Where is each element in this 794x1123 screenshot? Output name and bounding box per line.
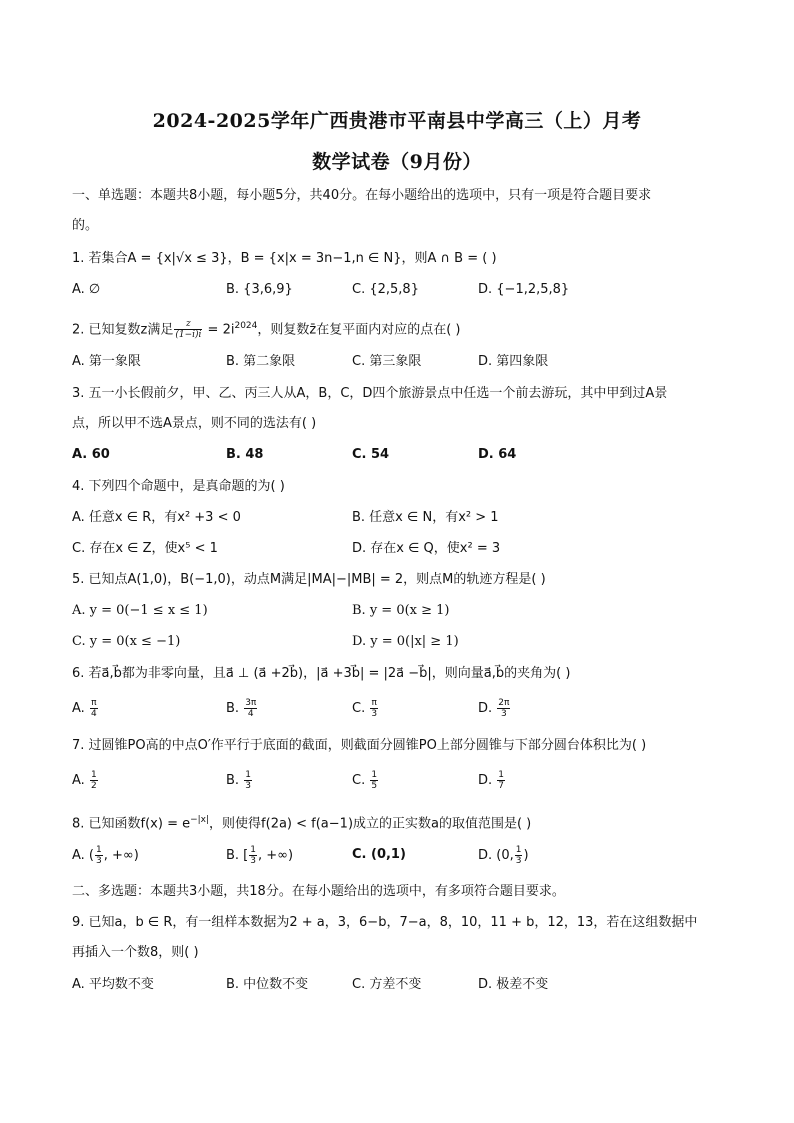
exam-subtitle: 数学试卷（9月份） bbox=[312, 151, 482, 173]
question-6-option-a: A. $\frac{\pi}{4}$ bbox=[72, 698, 97, 719]
question-8-option-d: D. (0, $\frac{1}{3}$ ) bbox=[478, 845, 529, 866]
question-8-stem: 8. 已知函数$f(x) = e^{-|x|}$，则使得f(2a) < f(a−1)成立的正实数a的取值范围是( ) bbox=[72, 815, 532, 832]
question-5-option-a: A. y = 0(−1 ≤ x ≤ 1) bbox=[72, 603, 208, 618]
question-2-exponent: 2024 bbox=[234, 321, 258, 331]
question-2-stem bbox=[72, 316, 722, 340]
question-7-option-b: B. $\frac{1}{3}$ bbox=[226, 770, 251, 791]
exam-title: 2024-2025学年广西贵港市平南县中学高三（上）月考 bbox=[152, 110, 642, 132]
question-6-option-c: C. $\frac{\pi}{3}$ bbox=[352, 698, 378, 719]
question-5-option-b: B. y = 0(x ≥ 1) bbox=[352, 603, 450, 618]
question-9-option-c: C. 方差不变 bbox=[352, 977, 422, 992]
section2-heading: 二、多选题：本题共3小题，共18分。在每小题给出的选项中，有多项符合题目要求。 bbox=[72, 884, 565, 899]
question-2-option-d: D. 第四象限 bbox=[478, 354, 549, 369]
question-7-option-a: A. $\frac{1}{2}$ bbox=[72, 770, 97, 791]
question-9-option-a: A. 平均数不变 bbox=[72, 977, 154, 992]
question-1-option-a: A. ∅ bbox=[72, 282, 101, 297]
question-7-option-d: D. $\frac{1}{7}$ bbox=[478, 770, 505, 791]
question-3-option-b: B. 48 bbox=[226, 447, 264, 462]
question-6-option-d: D. $\frac{2\pi}{3}$ bbox=[478, 698, 510, 719]
question-8-exponent: −|x| bbox=[190, 815, 210, 825]
question-4-option-a: A. 任意x ∈ R，有x² +3 < 0 bbox=[72, 510, 241, 525]
question-1-option-c: C. {2,5,8} bbox=[352, 282, 419, 297]
question-4-option-c: C. 存在x ∈ Z，使x⁵ < 1 bbox=[72, 541, 218, 556]
question-1-stem: 1. 若集合A = {x|√x ≤ 3}，B = {x|x = 3n−1,n ∈ N}，则A ∩ B = ( ) bbox=[72, 251, 497, 266]
question-6-option-b: B. $\frac{3\pi}{4}$ bbox=[226, 698, 257, 719]
question-3-option-d: D. 64 bbox=[478, 447, 517, 462]
question-2-stem-pre: 2. 已知复数z满足 bbox=[72, 322, 174, 338]
question-2-stem-mid: = 2i bbox=[203, 322, 235, 338]
question-2-option-c: C. 第三象限 bbox=[352, 354, 422, 369]
question-9-option-b: B. 中位数不变 bbox=[226, 977, 309, 992]
question-1-option-d: D. {−1,2,5,8} bbox=[478, 282, 570, 297]
question-8-option-c: C. (0,1) bbox=[352, 847, 406, 862]
question-9-option-d: D. 极差不变 bbox=[478, 977, 549, 992]
question-2-option-a: A. 第一象限 bbox=[72, 354, 141, 369]
question-2-stem-post: ，则复数z̄在复平面内对应的点在( ) bbox=[257, 322, 461, 338]
question-3-option-c: C. 54 bbox=[352, 447, 390, 462]
question-9-stem: 9. 已知a，b ∈ R，有一组样本数据为2 + a，3，6−b，7−a，8，10，11 + b，12，13，若在这组数据中 bbox=[72, 915, 698, 930]
question-4-option-b: B. 任意x ∈ N，有x² > 1 bbox=[352, 510, 499, 525]
question-4-option-d: D. 存在x ∈ Q，使x² = 3 bbox=[352, 541, 501, 556]
question-3-stem-cont: 点，所以甲不选A景点，则不同的选法有( ) bbox=[72, 416, 317, 431]
question-5-option-c: C. y = 0(x ≤ −1) bbox=[72, 634, 181, 649]
question-2-option-b: B. 第二象限 bbox=[226, 354, 296, 369]
question-3-option-a: A. 60 bbox=[72, 447, 110, 462]
question-5-stem: 5. 已知点A(1,0)，B(−1,0)，动点M满足|MA|−|MB| = 2，则点M的轨迹方程是( ) bbox=[72, 572, 546, 587]
question-4-stem: 4. 下列四个命题中，是真命题的为( ) bbox=[72, 479, 285, 494]
question-7-option-c: C. $\frac{1}{5}$ bbox=[352, 770, 378, 791]
question-2-fraction: $\frac{z}{(1-i)i}$ bbox=[175, 319, 202, 341]
question-8-option-a: A. ( $\frac{1}{3}$ , +∞) bbox=[72, 845, 139, 866]
question-3-stem: 3. 五一小长假前夕，甲、乙、丙三人从A，B，C，D四个旅游景点中任选一个前去游玩，其中甲到过A景 bbox=[72, 386, 668, 401]
question-5-option-d: D. y = 0(|x| ≥ 1) bbox=[352, 634, 459, 649]
section1-heading-cont: 的。 bbox=[72, 218, 99, 233]
question-7-stem: 7. 过圆锥PO高的中点O′作平行于底面的截面，则截面分圆锥PO上部分圆锥与下部分圆台体积比为( ) bbox=[72, 738, 647, 753]
question-8-option-b: B. [ $\frac{1}{3}$ , +∞) bbox=[226, 845, 294, 866]
question-1-option-b: B. {3,6,9} bbox=[226, 282, 293, 297]
question-6-stem: 6. 若a⃗,b⃗都为非零向量，且a⃗ ⊥ (a⃗ +2b⃗)，|a⃗ +3b⃗| = |2a⃗ −b⃗|，则向量a⃗,b⃗的夹角为( ) bbox=[72, 666, 571, 681]
section1-heading: 一、单选题：本题共8小题，每小题5分，共40分。在每小题给出的选项中，只有一项是符合题目要求 bbox=[72, 188, 652, 203]
question-9-stem-cont: 再插入一个数8，则( ) bbox=[72, 945, 199, 960]
